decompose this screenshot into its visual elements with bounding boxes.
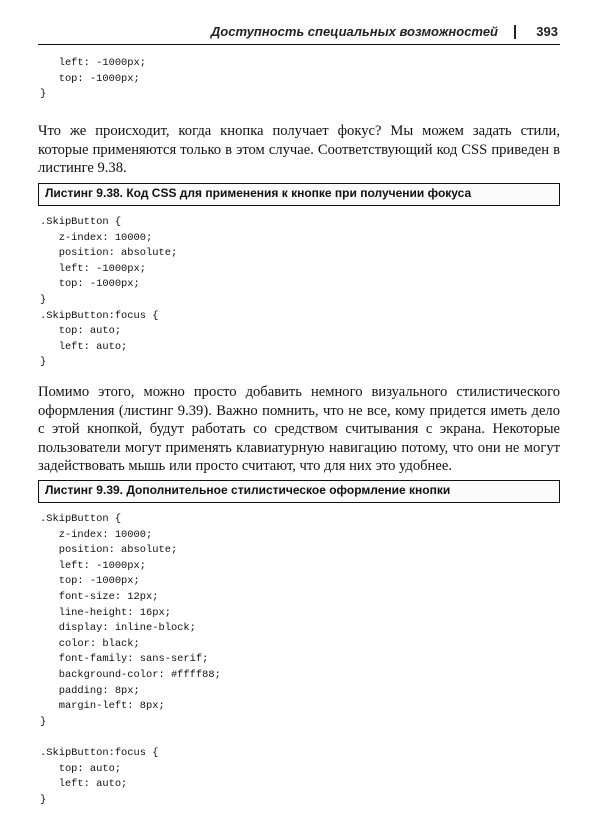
header-separator [514, 25, 516, 39]
listing-9-39-caption: Листинг 9.39. Дополнительное стилистическое оформление кнопки [45, 483, 451, 497]
listing-9-38-caption-box [38, 183, 560, 206]
listing-9-38-caption: Листинг 9.38. Код CSS для применения к кнопке при получении фокуса [45, 186, 472, 200]
code-block-continued: left: -1000px; top: -1000px; } [40, 57, 147, 101]
section-title: Доступность специальных возможностей [210, 24, 498, 39]
listing-9-39-code: .SkipButton { z-index: 10000; position: absolute; left: -1000px; top: -1000px; font-size: 12px; line-height: 16px; display: inline-block; color: black; font-family: sans-serif; background-color: #ffff88; padding: 8px; margin-left: 8px; } .SkipButton:focus { top: auto; left: auto; } [40, 513, 221, 806]
paragraph-visual-styling: Помимо этого, можно просто добавить немного визуального стилистического оформления (листинг 9.39). Важно помнить, что не все, кому придется иметь дело с этой кнопкой, будут работать со средством считывания с экрана. Некоторые пользователи могут применять клавиатурную навигацию потому, что они не могут задействовать мышь или просто считают, что для них это удобнее. [38, 384, 560, 474]
running-header [38, 20, 560, 45]
listing-9-38-code: .SkipButton { z-index: 10000; position: absolute; left: -1000px; top: -1000px; } .SkipButton:focus { top: auto; left: auto; } [40, 216, 178, 369]
page-number: 393 [536, 24, 558, 39]
paragraph-focus-intro: Что же происходит, когда кнопка получает фокус? Мы можем задать стили, которые применяются только в этом случае. Соответствующий код CSS приведен в листинге 9.38. [38, 123, 560, 176]
listing-9-39-caption-box [38, 480, 560, 503]
